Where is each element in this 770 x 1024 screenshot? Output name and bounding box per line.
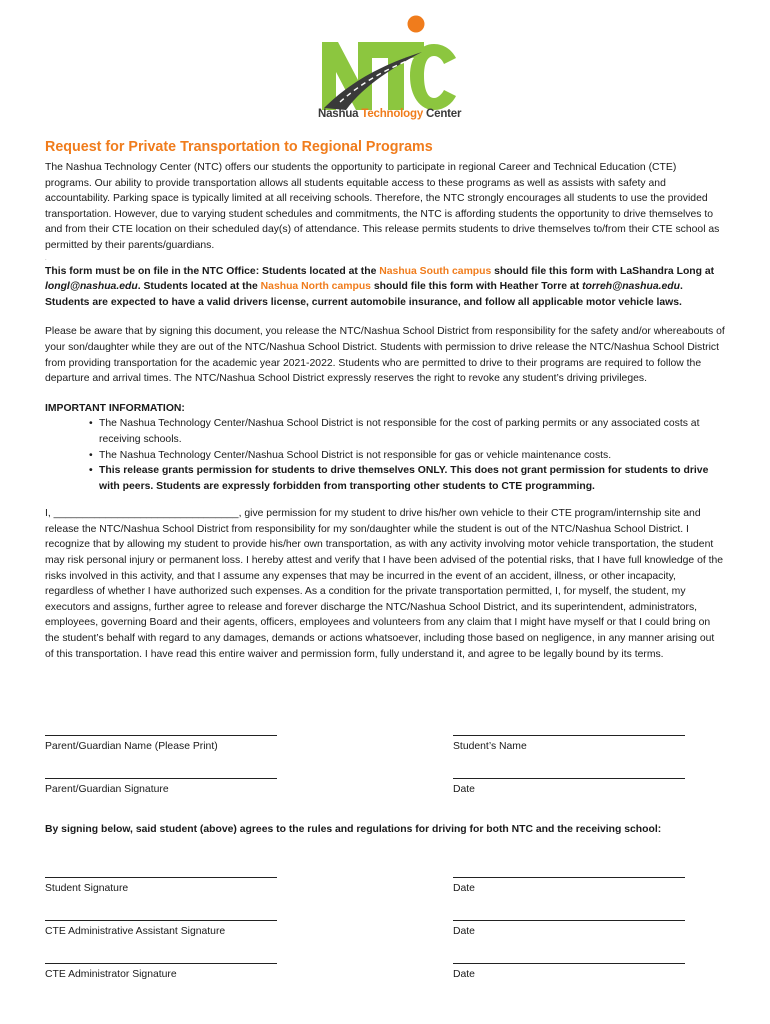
signature-line[interactable] [45,869,277,878]
parent-signature-field[interactable]: Parent/Guardian Signature [45,770,277,796]
important-list [45,416,725,494]
date-field[interactable]: Date [453,912,685,938]
consent-paragraph: I, ________________________________, give permission for my student to drive his/her own vehicle to their CTE program/internship site and release the NTC/Nashua School District from responsibility for my son/daughter while the student is out of the NTC/Nashua School District. I recognize that by allowing my student to provide his/her own transportation, as with any activity involving motor vehicle transportation, the student may risk personal injury or permanent loss. I hereby attest and verify that I have been advised of the potential risks, that I have full knowledge of the risks involved in this activity, and that I assume any expenses that may be incurred in the event of an accident, illness, or other incapacity, regardless of whether I have authorized such expenses. As a condition for the private transportation permitted, I, for myself, the student, my executors and assigns, further agree to release and forever discharge the NTC/Nashua School District, and its superintendent, administrators, employees, governing Board and their agents, officers, employees and volunteers from any claim that I might have myself or that I could bring on the student’s behalf with regard to any damages, demands or actions whatsoever, including those based on negligence, in any manner arising out of this transportation. I have read this entire waiver and permission form, fully understand it, and agree to be legally bound by its terms. [45,508,724,660]
bullet-icon: • [89,465,93,477]
cte-assistant-signature-field[interactable]: CTE Administrative Assistant Signature [45,912,277,938]
signature-line[interactable] [453,770,685,779]
document-title: Request for Private Transportation to Regional Programs [45,139,433,155]
date-field[interactable]: Date [453,955,685,981]
student-signature-field[interactable]: Student Signature [45,869,277,895]
signature-line[interactable] [45,727,277,736]
list-item: • This release grants permission for students to drive themselves ONLY. This does not grant permission for students to drive with peers. Students are expressly forbidden from transporting other students to CTE programming. [89,465,709,492]
signature-row [45,869,725,899]
south-campus-label: Nashua South campus [379,265,492,277]
email-long: longl@nashua.edu [45,281,138,293]
signature-row [45,955,725,985]
signature-line[interactable] [453,869,685,878]
bullet-icon: • [89,449,93,461]
document-body [45,138,725,662]
intro-paragraph: The Nashua Technology Center (NTC) offers our students the opportunity to participate in regional Career and Technical Education (CTE) programs. Our ability to provide transportation allows all students equitable access to these programs as well as assists with safety and accountability. Parking space is typically limited at all receiving schools. Therefore, the NTC strongly encourages all students to use the provided transportation. However, due to varying student schedules and commitments, the NTC is affording students the opportunity to drive themselves to and from their CTE location on their scheduled day(s) of attendance. This release permits students to drive themselves to/from their CTE school as permitted by their parents/guardians. [45,162,720,251]
filing-instructions: This form must be on file in the NTC Office: Students located at the Nashua South campus should file this form with LaShandra Long at longl@nashua.edu. Students located at the Nashua North campus should file this form with Heather Torre at torreh@nashua.edu. Students are expected to have a valid drivers license, current automobile insurance, and follow all applicable motor vehicle laws. [45,265,715,308]
signature-row [45,770,725,800]
bullet-icon: • [89,418,93,430]
logo-orange-dot [408,16,425,33]
date-field[interactable]: Date [453,869,685,895]
important-heading: IMPORTANT INFORMATION: [45,402,185,414]
student-name-field[interactable]: Student’s Name [453,727,685,753]
signature-row [45,912,725,942]
signature-line[interactable] [45,770,277,779]
awareness-paragraph: Please be aware that by signing this document, you release the NTC/Nashua School District from responsibility for the safety and/or whereabouts of your son/daughter while they are out of the NTC/Nashua School District. Students with permission to drive release the NTC/Nashua School District from providing transportation for the academic year 2021-2022. Students who are permitted to drive to their programs are required to follow the departure and arrival times. The NTC/Nashua School District expressly reserves the right to revoke any student’s driving privileges. [45,326,725,385]
cte-admin-signature-field[interactable]: CTE Administrator Signature [45,955,277,981]
logo-wordmark: Nashua Technology Center [318,108,462,120]
email-torre: torreh@nashua.edu [582,281,680,293]
signature-line[interactable] [45,912,277,921]
signature-line[interactable] [453,727,685,736]
spacer: . [45,255,47,262]
signature-line[interactable] [453,912,685,921]
parent-name-field[interactable]: Parent/Guardian Name (Please Print) [45,727,277,753]
north-campus-label: Nashua North campus [260,281,371,293]
list-item: • The Nashua Technology Center/Nashua School District is not responsible for gas or vehicle maintenance costs. [99,448,725,464]
date-field[interactable]: Date [453,770,685,796]
list-item: • The Nashua Technology Center/Nashua School District is not responsible for the cost of parking permits or any associated costs at receiving schools. [89,418,700,445]
student-statement: By signing below, said student (above) agrees to the rules and regulations for driving for both NTC and the receiving school: [45,824,662,835]
signature-line[interactable] [45,955,277,964]
signature-row [45,727,725,757]
signature-line[interactable] [453,955,685,964]
